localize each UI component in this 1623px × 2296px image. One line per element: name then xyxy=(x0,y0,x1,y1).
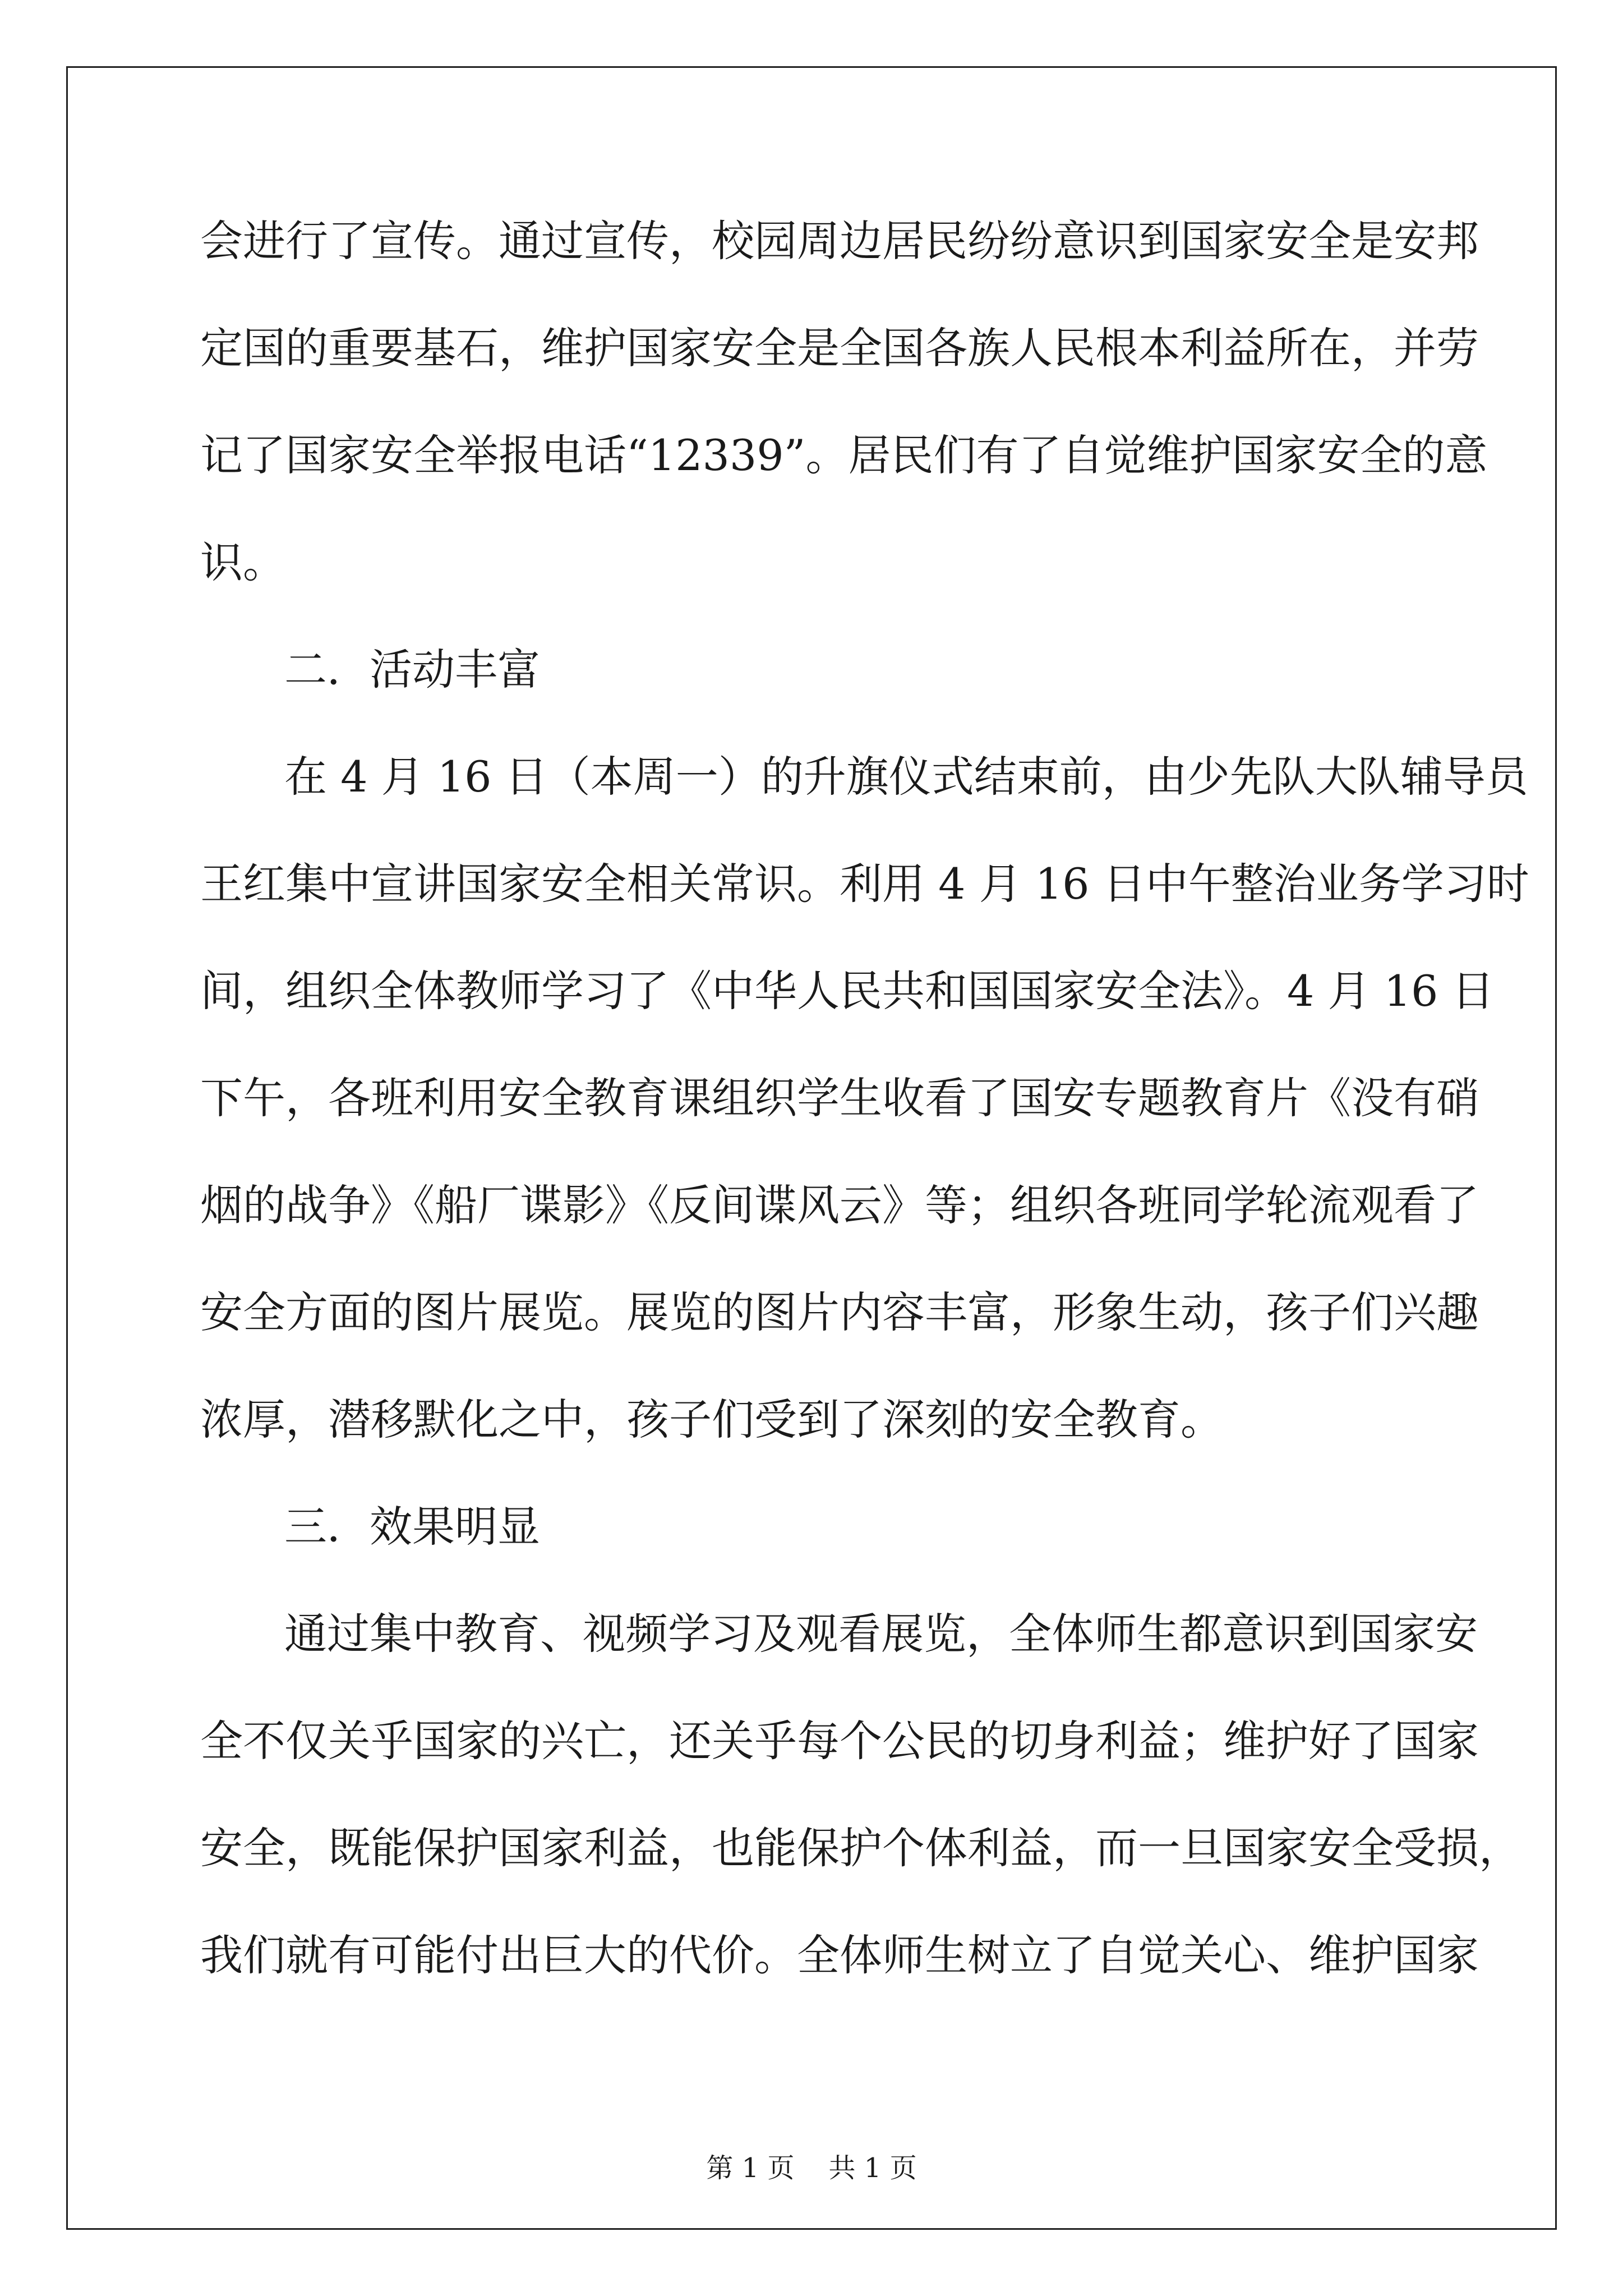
paragraph-line: 安全方面的图片展览。展览的图片内容丰富，形象生动，孩子们兴趣 xyxy=(200,1287,1479,1337)
paragraph-line: 通过集中教育、视频学习及观看展览，全体师生都意识到国家安 xyxy=(284,1609,1478,1659)
section-heading-2: 二．活动丰富 xyxy=(284,645,540,694)
paragraph-line: 下午，各班利用安全教育课组织学生收看了国安专题教育片《没有硝 xyxy=(200,1073,1479,1123)
paragraph-line: 间，组织全体教师学习了《中华人民共和国国家安全法》。4 月 16 日 xyxy=(200,966,1495,1016)
paragraph-line: 全不仅关乎国家的兴亡，还关乎每个公民的切身利益；维护好了国家 xyxy=(200,1716,1479,1766)
paragraph-line: 浓厚，潜移默化之中，孩子们受到了深刻的安全教育。 xyxy=(200,1395,1223,1444)
paragraph-line: 在 4 月 16 日（本周一）的升旗仪式结束前，由少先队大队辅导员 xyxy=(284,752,1528,802)
paragraph-line: 安全，既能保护国家利益，也能保护个体利益，而一旦国家安全受损， xyxy=(200,1823,1521,1873)
paragraph-line: 定国的重要基石，维护国家安全是全国各族人民根本利益所在，并劳 xyxy=(200,323,1479,373)
paragraph-line: 我们就有可能付出巨大的代价。全体师生树立了自觉关心、维护国家 xyxy=(200,1930,1479,1980)
paragraph-line: 王红集中宣讲国家安全相关常识。利用 4 月 16 日中午整治业务学习时 xyxy=(200,859,1529,909)
paragraph-line: 识。 xyxy=(200,537,285,587)
paragraph-line: 记了国家安全举报电话“12339”。居民们有了自觉维护国家安全的意 xyxy=(200,430,1488,480)
page-number-footer: 第 1 页 共 1 页 xyxy=(706,2152,917,2184)
paragraph-line: 会进行了宣传。通过宣传，校园周边居民纷纷意识到国家安全是安邦 xyxy=(200,216,1479,266)
page-border xyxy=(66,66,1557,2230)
section-heading-3: 三．效果明显 xyxy=(284,1502,540,1552)
paragraph-line: 烟的战争》《船厂谍影》《反间谍风云》等；组织各班同学轮流观看了 xyxy=(200,1180,1479,1230)
